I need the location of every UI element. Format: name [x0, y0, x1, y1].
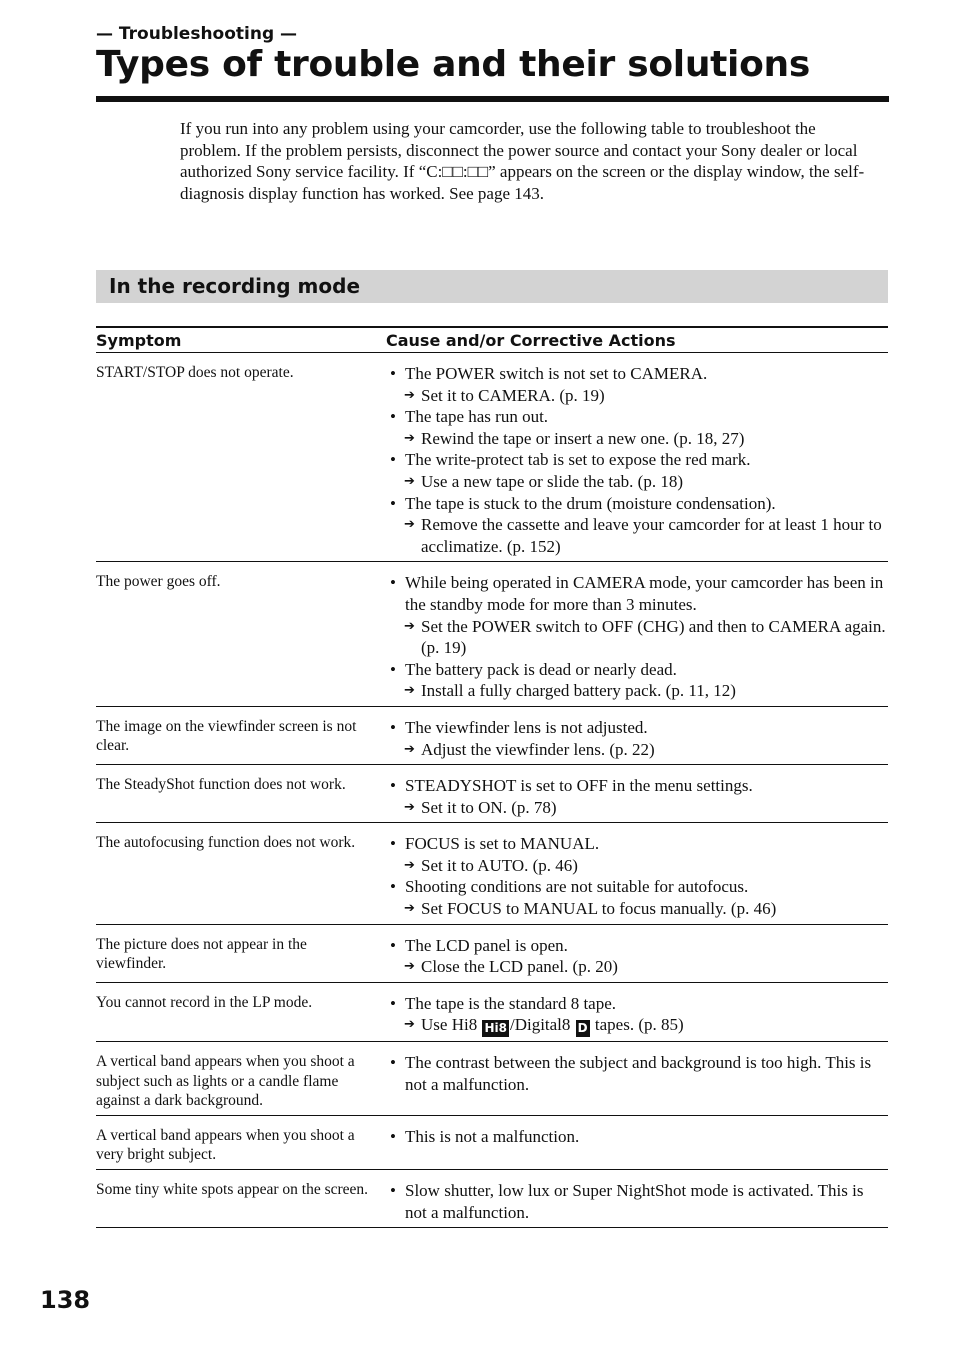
- cause-item: • The tape is the standard 8 tape.: [390, 993, 888, 1015]
- corrective-action-text: Close the LCD panel. (p. 20): [421, 957, 618, 977]
- corrective-action: [390, 797, 888, 819]
- corrective-action-text: Remove the cassette and leave your camcorder for at least 1 hour to acclimatize. (p. 152): [421, 515, 882, 556]
- title-rule: [96, 96, 889, 102]
- actions-cell: [386, 935, 888, 978]
- symptom-cell: START/STOP does not operate.: [96, 364, 294, 381]
- right-arrow-icon: ➔: [404, 430, 415, 446]
- table-row: [96, 1170, 888, 1228]
- symptom-cell: The picture does not appear in the viewfinder.: [96, 935, 307, 973]
- corrective-action: [390, 855, 888, 877]
- cause-item: • The tape is stuck to the drum (moisture condensation).: [390, 493, 888, 515]
- right-arrow-icon: ➔: [404, 901, 415, 917]
- table-row: [96, 562, 888, 707]
- corrective-action: [390, 1014, 888, 1037]
- corrective-action-text: Set FOCUS to MANUAL to focus manually. (p. 46): [421, 899, 777, 919]
- page-number: 138: [40, 1286, 91, 1314]
- table-row: [96, 1116, 888, 1170]
- actions-cell: [386, 363, 888, 557]
- table-row: [96, 983, 888, 1043]
- corrective-action-text: Set it to AUTO. (p. 46): [421, 855, 578, 875]
- corrective-action-text: Use a new tape or slide the tab. (p. 18): [421, 471, 683, 491]
- right-arrow-icon: ➔: [404, 959, 415, 975]
- right-arrow-icon: ➔: [404, 618, 415, 634]
- corrective-action: [390, 739, 888, 761]
- corrective-action-text: Set the POWER switch to OFF (CHG) and then to CAMERA again. (p. 19): [421, 616, 886, 658]
- table-row: [96, 1042, 888, 1116]
- corrective-action-text: Rewind the tape or insert a new one. (p. 18, 27): [421, 428, 745, 448]
- cause-item: • Slow shutter, low lux or Super NightShot mode is activated. This is not a malfunction.: [390, 1180, 888, 1223]
- table-row: [96, 353, 888, 562]
- actions-cell: [386, 833, 888, 919]
- cause-item: • The contrast between the subject and background is too high. This is not a malfunction.: [390, 1052, 888, 1095]
- actions-cell: [386, 1126, 888, 1165]
- right-arrow-icon: ➔: [404, 857, 415, 873]
- column-header-symptom: Symptom: [96, 331, 182, 350]
- cause-item: • While being operated in CAMERA mode, your camcorder has been in the standby mode for more than 3 minutes.: [390, 572, 888, 615]
- cause-item: • This is not a malfunction.: [390, 1126, 888, 1148]
- cause-item: • The viewfinder lens is not adjusted.: [390, 717, 888, 739]
- table-row: [96, 823, 888, 924]
- page-title: Types of trouble and their solutions: [96, 44, 810, 85]
- actions-cell: [386, 993, 888, 1038]
- cause-item: • The tape has run out.: [390, 406, 888, 428]
- corrective-action-text: Adjust the viewfinder lens. (p. 22): [421, 739, 655, 759]
- cause-item: • FOCUS is set to MANUAL.: [390, 833, 888, 855]
- corrective-action-text: Set it to ON. (p. 78): [421, 797, 557, 817]
- symptom-cell: Some tiny white spots appear on the screen.: [96, 1180, 369, 1198]
- actions-cell: [386, 775, 888, 818]
- intro-paragraph: If you run into any problem using your camcorder, use the following table to troubleshoot the problem. If the problem persists, disconnect the power source and contact your Sony dealer or local authorized Sony service facility. If “C:□□:□□” appears on the screen or the display window, the self-diagnosis display function has worked. See page 143.: [180, 119, 865, 204]
- actions-cell: [386, 1052, 888, 1111]
- corrective-action: [390, 428, 888, 450]
- cause-item: • Shooting conditions are not suitable for autofocus.: [390, 876, 888, 898]
- table-row: [96, 765, 888, 823]
- corrective-action: [390, 680, 888, 702]
- actions-cell: [386, 717, 888, 760]
- table-row: [96, 707, 888, 765]
- table-body: [96, 353, 888, 1228]
- cause-item: • The POWER switch is not set to CAMERA.: [390, 363, 888, 385]
- symptom-cell: A vertical band appears when you shoot a very bright subject.: [96, 1126, 355, 1164]
- corrective-action: [390, 385, 888, 407]
- symptom-cell: You cannot record in the LP mode.: [96, 993, 313, 1011]
- actions-cell: [386, 572, 888, 702]
- cause-item: • The battery pack is dead or nearly dead.: [390, 659, 888, 681]
- right-arrow-icon: ➔: [404, 473, 415, 489]
- corrective-action-text: tapes. (p. 85): [590, 1015, 684, 1035]
- table-row: [96, 925, 888, 983]
- symptom-cell: The SteadyShot function does not work.: [96, 776, 346, 794]
- actions-cell: [386, 1180, 888, 1223]
- symptom-cell: The image on the viewfinder screen is not clear.: [96, 717, 357, 755]
- right-arrow-icon: ➔: [404, 799, 415, 815]
- right-arrow-icon: ➔: [404, 1017, 415, 1033]
- hi8-logo-icon: Hi8: [484, 1021, 507, 1036]
- column-header-actions: Cause and/or Corrective Actions: [386, 331, 676, 350]
- corrective-action-text: Use Hi8: [421, 1015, 482, 1035]
- symptom-cell: The power goes off.: [96, 573, 221, 591]
- right-arrow-icon: ➔: [404, 683, 415, 699]
- cause-item: • STEADYSHOT is set to OFF in the menu settings.: [390, 775, 888, 797]
- table-header: [96, 328, 888, 353]
- corrective-action: [390, 616, 888, 659]
- corrective-action-text: Set it to CAMERA. (p. 19): [421, 385, 605, 405]
- corrective-action-text: Install a fully charged battery pack. (p. 11, 12): [421, 681, 736, 701]
- corrective-action: [390, 514, 888, 557]
- section-label: — Troubleshooting —: [96, 24, 298, 44]
- symptom-cell: The autofocusing function does not work.: [96, 834, 356, 852]
- cause-item: • The write-protect tab is set to expose the red mark.: [390, 449, 888, 471]
- symptom-cell: A vertical band appears when you shoot a subject such as lights or a candle flame against a dark background.: [96, 1053, 355, 1110]
- section-heading-band: [96, 270, 888, 303]
- cause-item: • The LCD panel is open.: [390, 935, 888, 957]
- corrective-action: [390, 471, 888, 493]
- corrective-action-text: /Digital8: [509, 1015, 575, 1035]
- right-arrow-icon: ➔: [404, 387, 415, 403]
- section-heading: In the recording mode: [109, 274, 361, 298]
- corrective-action: [390, 956, 888, 978]
- corrective-action: [390, 898, 888, 920]
- troubleshooting-table: [96, 326, 888, 1228]
- right-arrow-icon: ➔: [404, 741, 415, 757]
- right-arrow-icon: ➔: [404, 517, 415, 533]
- digital8-logo-icon: D: [577, 1021, 588, 1036]
